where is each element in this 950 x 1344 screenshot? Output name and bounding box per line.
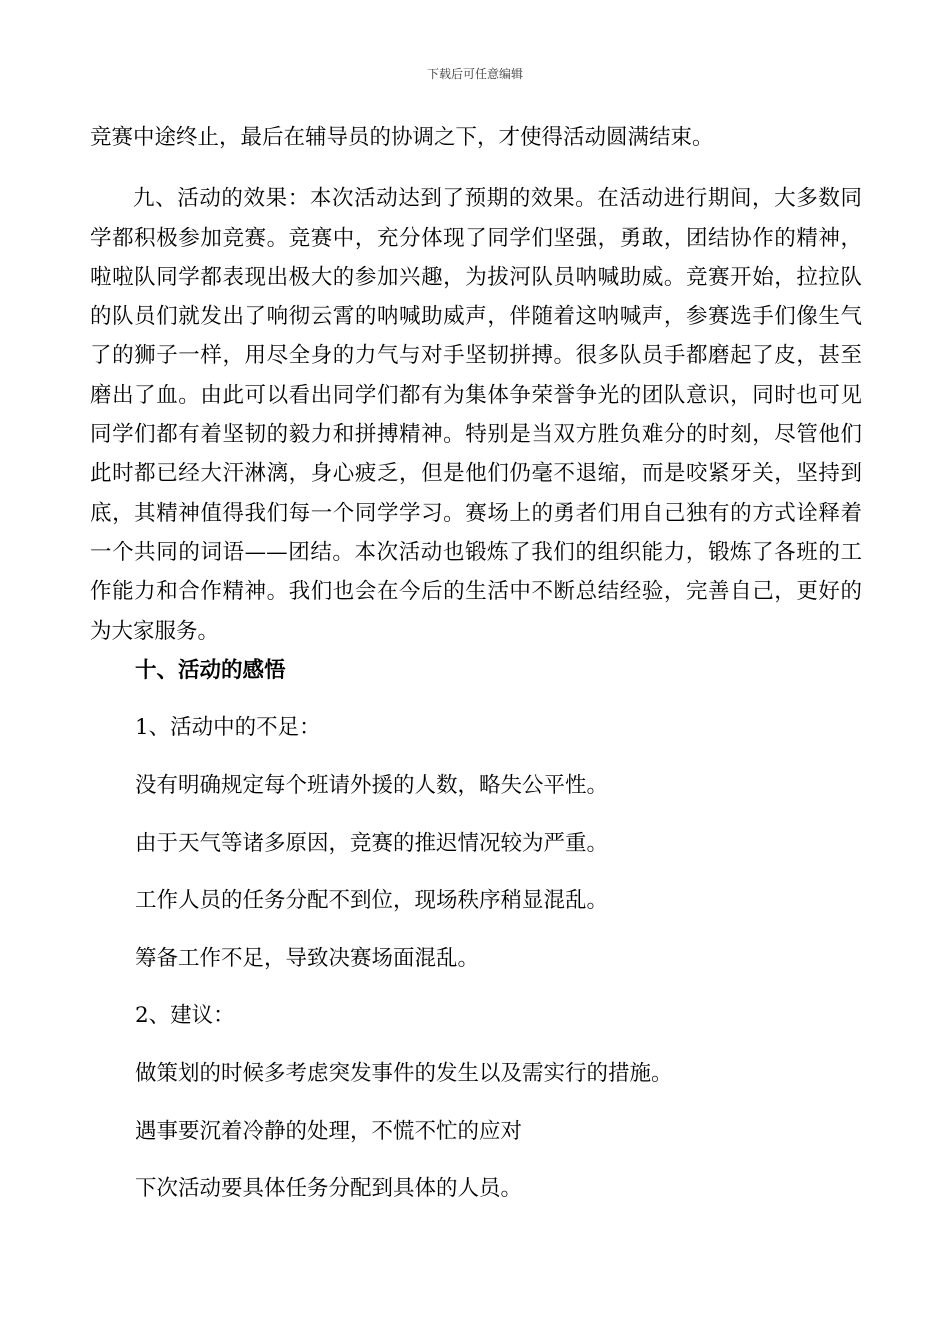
- shortcoming-item: 没有明确规定每个班请外援的人数，略失公平性。: [135, 773, 609, 799]
- section-9-paragraph: 九、活动的效果：本次活动达到了预期的效果。在活动进行期间，大多数同学都积极参加竞赛。竞赛中，充分体现了同学们坚强，勇敢，团结协作的精神，啦啦队同学都表现出极大的参加兴趣，为拔河队员呐喊助威。竞赛开始，拉拉队的队员们就发出了响彻云霄的呐喊助威声，伴随着这呐喊声，参赛选手们像生气了的狮子一样，用尽全身的力气与对手坚韧拼搏。很多队员手都磨起了皮，甚至磨出了血。由此可以看出同学们都有为集体争荣誉争光的团队意识，同时也可见同学们都有着坚韧的毅力和拼搏精神。特别是当双方胜负难分的时刻，尽管他们此时都已经大汗淋漓，身心疲乏，但是他们仍毫不退缩，而是咬紧牙关，坚持到底，其精神值得我们每一个同学学习。赛场上的勇者们用自己独有的方式诠释着一个共同的词语——团结。本次活动也锻炼了我们的组织能力，锻炼了各班的工作能力和合作精神。我们也会在今后的生活中不断总结经验，完善自己，更好的为大家服务。: [90, 186, 862, 644]
- intro-paragraph: 竞赛中途终止，最后在辅导员的协调之下，才使得活动圆满结束。: [90, 125, 714, 150]
- section-10-heading: 十、活动的感悟: [135, 657, 286, 683]
- shortcoming-item: 由于天气等诸多原因，竞赛的推迟情况较为严重。: [135, 830, 609, 856]
- shortcomings-heading: 1、活动中的不足：: [135, 715, 321, 741]
- suggestions-heading: 2、建议：: [135, 1003, 235, 1029]
- document-body: [90, 118, 862, 1209]
- shortcoming-item: 工作人员的任务分配不到位，现场秩序稍显混乱。: [135, 888, 609, 914]
- suggestion-item: 遇事要沉着冷静的处理，不慌不忙的应对: [135, 1118, 523, 1144]
- suggestion-item: 下次活动要具体任务分配到具体的人员。: [135, 1176, 523, 1202]
- shortcoming-item: 筹备工作不足，导致决赛场面混乱。: [135, 945, 480, 971]
- page-header: 下载后可任意编辑: [426, 67, 523, 81]
- suggestion-item: 做策划的时候多考虑突发事件的发生以及需实行的措施。: [135, 1061, 673, 1087]
